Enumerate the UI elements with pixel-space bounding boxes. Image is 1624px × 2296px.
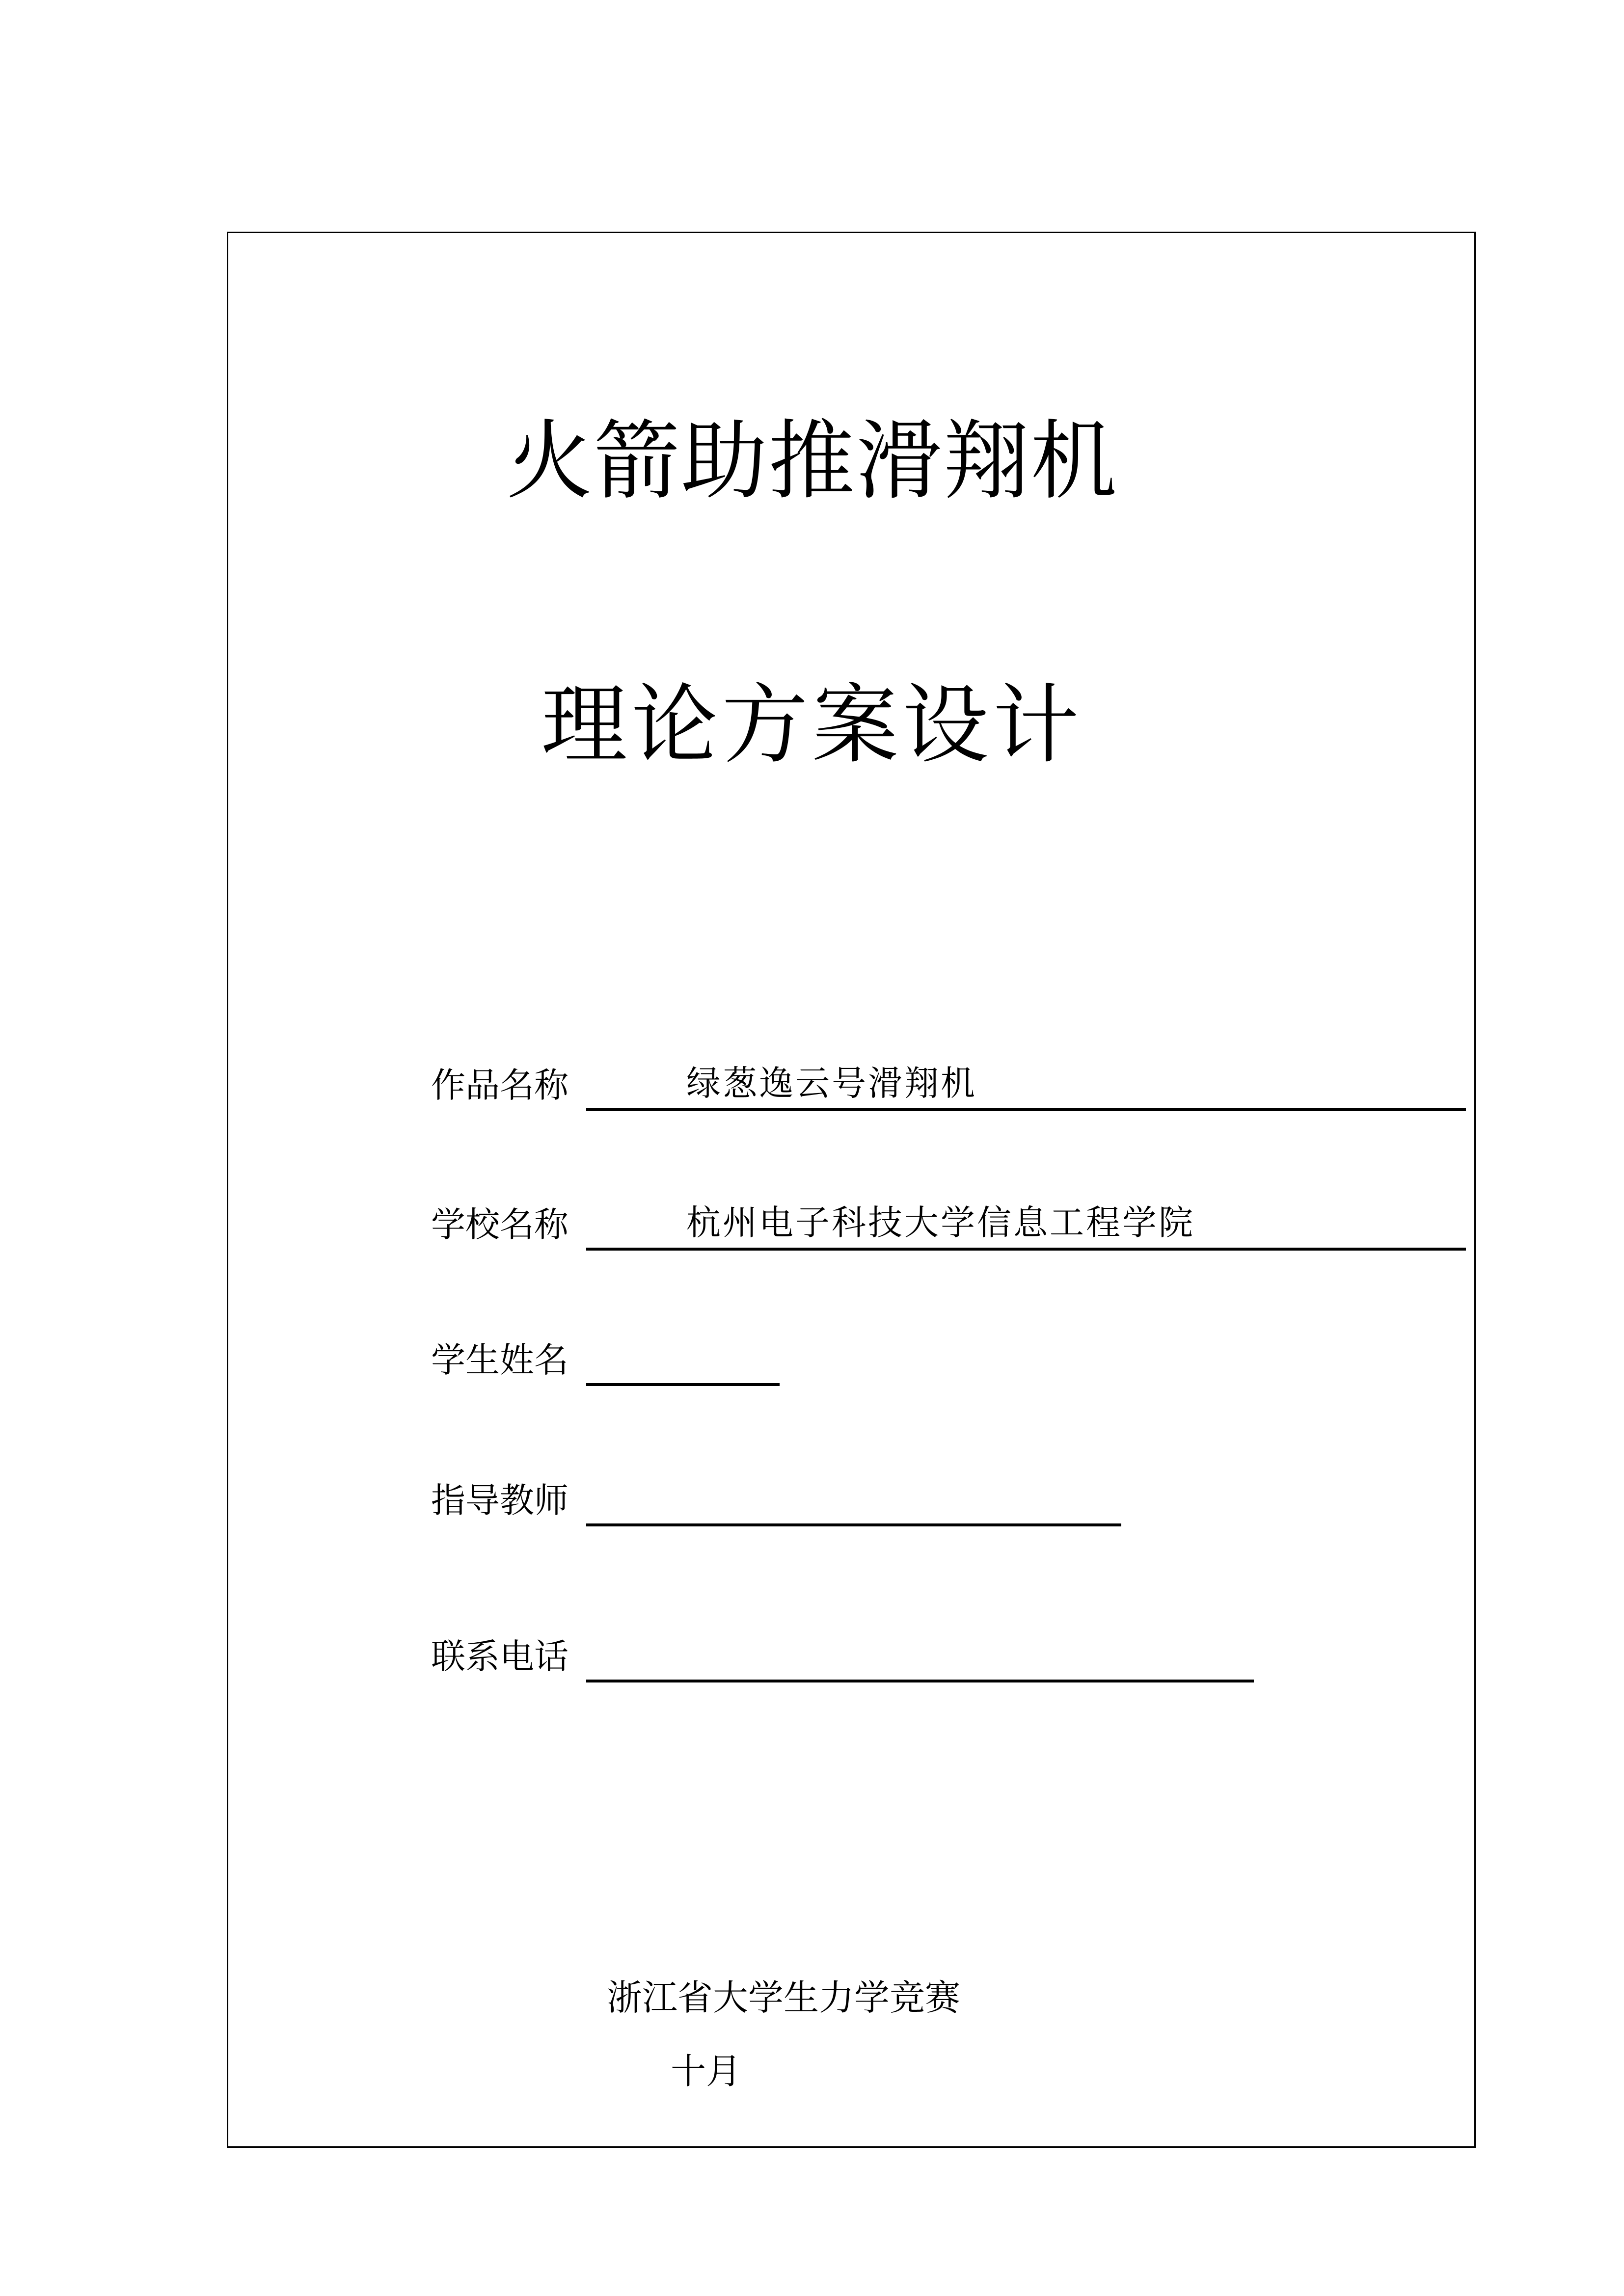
cover-border-frame	[227, 232, 1476, 2148]
student-name-underline	[586, 1383, 780, 1386]
school-name-field	[431, 1201, 1466, 1251]
phone-label: 联系电话	[431, 1636, 568, 1677]
student-name-label: 学生姓名	[431, 1340, 568, 1380]
cover-subtitle: 理论方案设计	[541, 675, 1083, 775]
work-name-label: 作品名称	[431, 1065, 568, 1105]
work-name-field	[431, 1062, 1466, 1111]
school-name-label: 学校名称	[431, 1204, 568, 1245]
advisor-label: 指导教师	[431, 1480, 568, 1521]
phone-field	[431, 1633, 1254, 1682]
competition-name: 浙江省大学生力学竞赛	[607, 1977, 961, 2018]
work-name-value: 绿葱逸云号滑翔机	[686, 1063, 977, 1103]
cover-title: 火箭助推滑翔机	[506, 411, 1118, 511]
advisor-field	[431, 1477, 1121, 1526]
advisor-underline	[586, 1523, 1121, 1526]
student-name-field	[431, 1337, 780, 1386]
work-name-underline	[586, 1108, 1466, 1111]
phone-underline	[586, 1680, 1254, 1682]
school-name-value: 杭州电子科技大学信息工程学院	[686, 1202, 1195, 1243]
school-name-underline	[586, 1248, 1466, 1251]
cover-date: 十月	[671, 2051, 742, 2092]
